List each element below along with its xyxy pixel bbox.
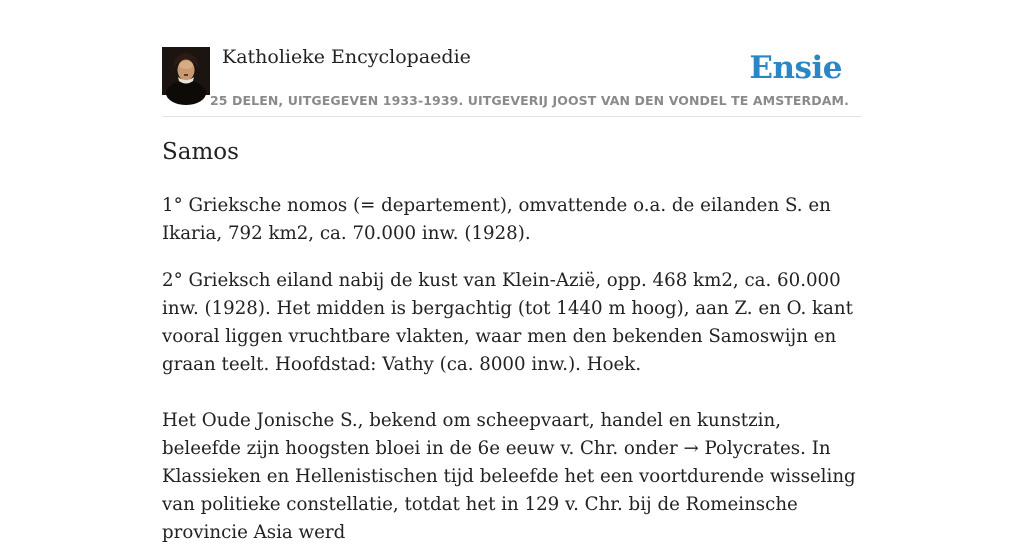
article-paragraph: Het Oude Jonische S., bekend om scheepvaart, handel en kunstzin, beleefde zijn hoogsten bloei in de 6e eeuw v. Chr. onder → Polycrates. In Klassieken en Hellenistischen tijd beleefde het een voortdurende wisseling van politieke constellatie, totdat het in 129 v. Chr. bij de Romeinsche provincie Asia werd [162,410,856,543]
publication-subtitle: 25 DELEN, UITGEGEVEN 1933-1939. UITGEVERIJ JOOST VAN DEN VONDEL TE AMSTERDAM. [210,93,849,108]
article-paragraph: 2° Grieksch eiland nabij de kust van Klein-Azië, opp. 468 km2, ca. 60.000 inw. (1928). Het midden is bergachtig (tot 1440 m hoog), aan Z. en O. kant vooral liggen vruchtbare vlakten, waar men den bekenden Samoswijn en graan teelt. Hoofdstad: Vathy (ca. 8000 inw.). Hoek. [162,270,853,375]
portrait-avatar-icon [162,47,210,95]
publication-title[interactable]: Katholieke Encyclopaedie [222,46,471,68]
page-title: Samos [162,139,239,165]
avatar[interactable] [162,47,210,95]
brand-logo[interactable]: Ensie [749,50,842,86]
article-body [162,192,862,547]
article-paragraph: 1° Grieksche nomos (= departement), omvattende o.a. de eilanden S. en Ikaria, 792 km2, ca. 70.000 inw. (1928). [162,195,831,244]
site-header [162,40,862,117]
